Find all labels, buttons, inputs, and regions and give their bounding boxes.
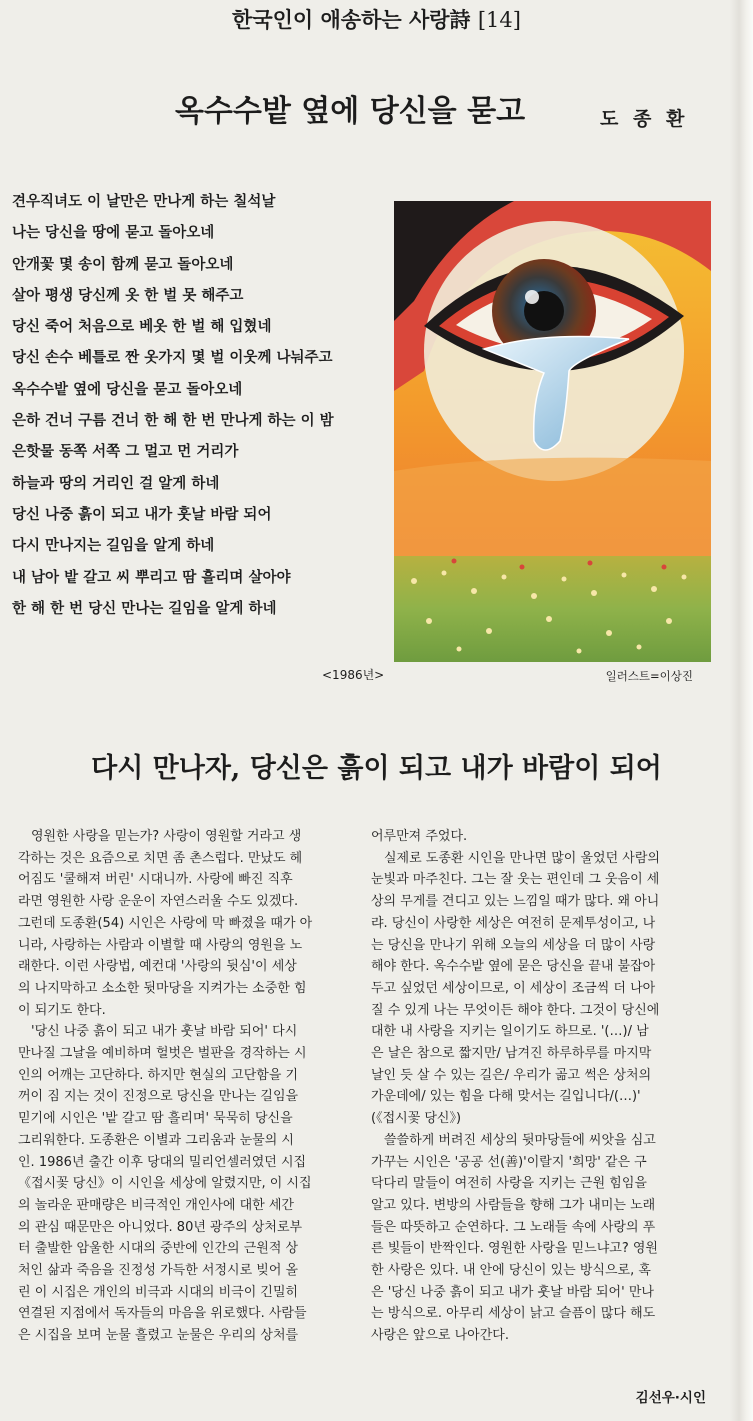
series-header [0, 4, 753, 34]
essay-line: 의 놀라운 판매량은 비극적인 개인사에 대한 세간 [18, 1197, 294, 1213]
essay-line: 만나질 그날을 예비하며 헐벗은 벌판을 경작하는 시 [18, 1046, 307, 1062]
byline: 김선우·시인 [635, 1390, 706, 1406]
essay-line: 인의 어깨는 고단하다. 하지만 현실의 고단함을 기 [18, 1067, 299, 1083]
essay-line: 사랑은 앞으로 나아간다. [371, 1328, 509, 1344]
essay-line: 의 관심 때문만은 아니었다. 80년 광주의 상처로부 [18, 1219, 303, 1235]
poem-line: 견우직녀도 이 날만은 만나게 하는 칠석날 [12, 193, 276, 210]
essay-line: 믿기에 시인은 '밭 갈고 땀 흘리며' 묵묵히 당신을 [18, 1111, 293, 1127]
essay-column-left [18, 826, 358, 1347]
essay-line: 가운데에/ 있는 힘을 다해 맞서는 길입니다/(…)' [371, 1089, 641, 1105]
poem-line: 당신 나중 흙이 되고 내가 훗날 바람 되어 [12, 505, 272, 523]
essay-line: 알고 있다. 변방의 사람들을 향해 그가 내미는 노래 [371, 1197, 656, 1213]
essay-line: 날인 듯 살 수 있는 길은/ 우리가 곪고 썩은 상처의 [371, 1067, 652, 1083]
poem-line: 당신 죽어 처음으로 베옷 한 벌 해 입혔네 [12, 318, 272, 336]
essay-line: '당신 나중 흙이 되고 내가 훗날 바람 되어' 다시 [18, 1024, 298, 1040]
essay-line: 인. 1986년 출간 이후 당대의 밀리언셀러였던 시집 [18, 1154, 307, 1170]
essay-line: 실제로 도종환 시인을 만나면 많이 울었던 사람의 [371, 850, 660, 866]
essay-line: 쓸쓸하게 버려진 세상의 뒷마당들에 씨앗을 심고 [371, 1132, 656, 1148]
poem-line: 옥수수밭 옆에 당신을 묻고 돌아오네 [12, 380, 243, 398]
poem-title: 옥수수밭 옆에 당신을 묻고 [174, 94, 526, 129]
essay-line: 는 방식으로. 아무리 세상이 낡고 슬픔이 많다 해도 [371, 1306, 656, 1322]
essay-line: 두고 싶었던 세상이므로, 이 세상이 조금씩 더 나아 [371, 980, 656, 996]
essay-line: 눈빛과 마주친다. 그는 잘 웃는 편인데 그 웃음이 세 [371, 872, 660, 888]
series-title: 한국인이 애송하는 사랑詩 [232, 8, 471, 32]
essay-line: 가꾸는 시인은 '공공 선(善)'이랄지 '희망' 같은 구 [371, 1154, 647, 1170]
essay-line: 린 이 시집은 개인의 비극과 시대의 비극이 긴밀히 [18, 1284, 299, 1300]
flower-field [394, 556, 711, 662]
poem-line: 안개꽃 몇 송이 함께 묻고 돌아오네 [12, 255, 234, 273]
essay-line: 연결된 지점에서 독자들의 마음을 위로했다. 사람들 [18, 1306, 307, 1322]
essay-line: 한 사랑은 있다. 내 안에 당신이 있는 방식으로, 혹 [371, 1263, 651, 1279]
essay-line: 은 시집을 보며 눈물 흘렸고 눈물은 우리의 상처를 [18, 1328, 299, 1344]
poem-body [12, 186, 382, 624]
essay-line: 각하는 것은 요즘으로 치면 좀 촌스럽다. 만났도 헤 [18, 850, 303, 866]
poem-line: 하늘과 땅의 거리인 걸 알게 하네 [12, 474, 220, 492]
essay-line: (《접시꽃 당신》) [371, 1111, 462, 1127]
essay-line: 라면 영원한 사랑 운운이 자연스러울 수도 있겠다. [18, 894, 299, 910]
eye-highlight [525, 290, 539, 304]
essay-line: 그리워한다. 도종환은 이별과 그리움과 눈물의 시 [18, 1132, 294, 1148]
essay-line: 는 당신을 만나기 위해 오늘의 세상을 더 많이 사랑 [371, 937, 656, 953]
poem-line: 당신 손수 베틀로 짠 옷가지 몇 벌 이웃께 나눠주고 [12, 349, 333, 367]
essay-line: 해야 한다. 옥수수밭 옆에 묻은 당신을 끝내 불잡아 [371, 959, 656, 975]
essay-line: 의 나지막하고 소소한 뒷마당을 지켜가는 소중한 힘 [18, 980, 307, 996]
poem-line: 내 남아 밭 갈고 씨 뿌리고 땀 흘리며 살아야 [12, 568, 291, 586]
essay-line: 그런데 도종환(54) 시인은 사랑에 막 빠졌을 때가 아 [18, 915, 313, 931]
essay-line: 닥다리 말들이 여전히 사랑을 지키는 근원 힘임을 [371, 1176, 647, 1192]
essay-line: 니라, 사랑하는 사람과 이별할 때 사랑의 영원을 노 [18, 937, 303, 953]
poem-year: <1986년> [322, 668, 385, 682]
essay-line: 꺼이 짐 지는 것이 진정으로 당신을 만나는 길임을 [18, 1089, 299, 1105]
essay-line: 터 출발한 암울한 시대의 중반에 인간의 근원적 상 [18, 1241, 299, 1257]
essay-line: 처인 삶과 죽음을 진정성 가득한 서정시로 빚어 올 [18, 1263, 299, 1279]
essay-line: 들은 따뜻하고 순연하다. 그 노래들 속에 사랑의 푸 [371, 1219, 656, 1235]
essay-line: 《접시꽃 당신》이 시인을 세상에 알렸지만, 이 시집 [18, 1176, 312, 1192]
crying-eye-illustration [394, 201, 711, 662]
illustration-credit: 일러스트=이상진 [605, 669, 693, 683]
essay-column-right [371, 826, 713, 1347]
essay-line: 른 빛들이 반짝인다. 영원한 사랑을 믿느냐고? 영원 [371, 1241, 658, 1257]
essay-line: 대한 내 사랑을 지키는 일이기도 하므로. '(…)/ 남 [371, 1024, 649, 1040]
essay-line: 래한다. 이런 사랑법, 예컨대 '사랑의 뒷심'이 세상 [18, 959, 297, 975]
essay-line: 영원한 사랑을 믿는가? 사랑이 영원할 거라고 생 [18, 829, 302, 844]
essay-line: 어짐도 '쿨해져 버린' 시대니까. 사랑에 빠진 직후 [18, 872, 293, 888]
essay-line: 이 되기도 한다. [18, 1002, 106, 1018]
poem-line: 은하 건너 구름 건너 한 해 한 번 만나게 하는 이 밤 [12, 412, 334, 430]
poem-line: 한 해 한 번 당신 만나는 길임을 알게 하네 [12, 599, 277, 617]
page-edge [730, 0, 753, 1421]
poem-line: 살아 평생 당신께 옷 한 벌 못 해주고 [12, 286, 244, 304]
essay-headline: 다시 만나자, 당신은 흙이 되고 내가 바람이 되어 [91, 753, 662, 784]
essay-line: 상의 무게를 견디고 있는 느낌일 때가 많다. 왜 아니 [371, 894, 660, 910]
essay-line: 어루만져 주었다. [371, 829, 468, 844]
essay-line: 랴. 당신이 사랑한 세상은 여전히 문제투성이고, 나 [371, 915, 656, 931]
essay-line: 은 '당신 나중 흙이 되고 내가 훗날 바람 되어' 만나 [371, 1284, 654, 1300]
series-number: [14] [477, 8, 521, 32]
poem-line: 나는 당신을 땅에 묻고 돌아오네 [12, 224, 215, 242]
poem-line: 다시 만나지는 길임을 알게 하네 [12, 537, 215, 555]
essay-line: 은 날은 참으로 짧지만/ 남겨진 하루하루를 마지막 [371, 1046, 652, 1062]
essay-line: 질 수 있게 나는 무엇이든 해야 한다. 그것이 당신에 [371, 1002, 660, 1018]
poem-line: 은핫물 동쪽 서쪽 그 멀고 먼 거리가 [12, 443, 239, 461]
poet-name: 도 종 환 [600, 108, 689, 130]
